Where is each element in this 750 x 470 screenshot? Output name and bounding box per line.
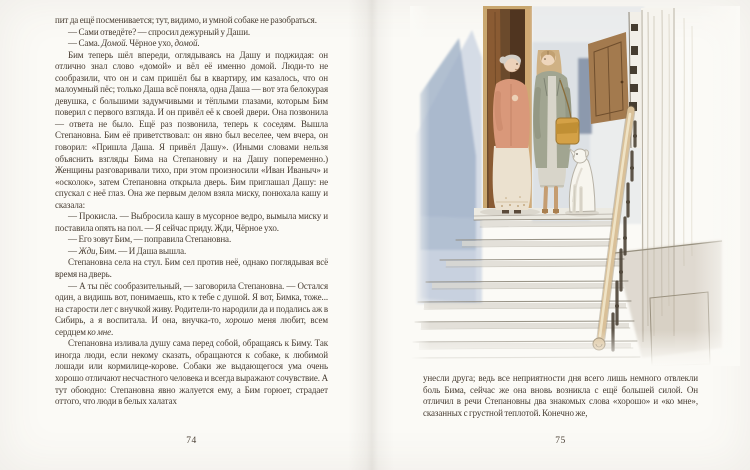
paragraph: Степановна изливала душу сама перед собой, обращаясь к Биму. Так иногда люди, если некому сказать, обращаются к собаке, к любимой лошади или кормилице-корове. Собаки же выдающегося ума очень хорошо отличают несчастного человека и всегда выражают сочувствие. А тут обоюдно: Степановна явно жалуется ему, а Бим горюет, страдает оттого, что люди в белых халатах <box>55 338 328 407</box>
paragraph: Степановна села на стул. Бим сел против неё, однако поглядывая всё время на дверь. <box>55 257 328 280</box>
page-gutter-shadow <box>348 0 394 470</box>
paragraph: Бим теперь шёл впереди, оглядываясь на Дашу и поджидая: он отлично знал слово «домой» и вёл её именно домой. Люди-то не сообразили, что он и сам пришёл бы в квартиру, им казалось, что он малоумный пёс; только Даша всё поняла, одна Даша — вот эта белокурая девушка, с большими задумчивыми и тёплыми глазами, которым Бим поверил с первого взгляда. И он привёл её к своей двери. Она позвонила — ответа не было. Ещё раз позвонила, теперь к соседям. Вышла Степановна. Бим её приветствовал: он явно был веселее, чем вчера, он говорил: «Пришла Даша. Я привёл Дашу». (Иными словами нельзя объяснить взгляды Бима на Степановну и на Дашу попеременно.) Женщины разговаривали тихо, при этом произносили «Иван Иваныч» и «осколок», затем Степановна открыла дверь. Бим приглашал Дашу: не спускал с неё глаз. Она же первым делом взяла миску, понюхала кашу и сказала: <box>55 49 328 210</box>
right-page-text <box>423 373 698 419</box>
right-page-number: 75 <box>555 436 566 446</box>
left-page-number: 74 <box>186 436 197 446</box>
fade-bottom <box>410 330 740 366</box>
fade-right <box>694 6 740 366</box>
paragraph: — Его зовут Бим, — поправила Степановна. <box>68 234 232 245</box>
fade-left <box>410 6 430 366</box>
illustration <box>410 6 740 366</box>
paragraph: унесли друга; ведь все неприятности дня всего лишь немного отвлекли боль Бима, сейчас же она вновь возникла с ещё большей силой. Он отличил в речи Степановны два знакомых слова «хорошо» и «ко мне», сказанных с грустной теплотой. Конечно же, <box>423 373 698 418</box>
paragraph: — Жди, Бим. — И Даша вышла. <box>68 245 187 256</box>
paragraph: — Сама. Домой. Чёрное ухо, домой. <box>68 38 200 49</box>
paragraph: — А ты пёс сообразительный, — заговорила Степановна. — Остался один, а видишь вот, понимаешь, кто к тебе с душой. Я вот, Бимка, тоже... на старости лет с внучкой живу. Родители-то народили да и подались аж в Сибирь, а я воспитала. И она, внучка-то, хорошо меня любит, всем сердцем ко мне. <box>55 280 328 337</box>
left-page-text <box>55 15 328 408</box>
paragraph: — Прокисла. — Выбросила кашу в мусорное ведро, вымыла миску и поставила опять на пол. — Я сейчас приду. Жди, Чёрное ухо. <box>55 211 328 233</box>
paragraph: пит да ещё посменивается; тут, видимо, и умной собаке не разобраться. <box>55 15 317 25</box>
paragraph: — Сами отведёте? — спросил дежурный у Даши. <box>68 26 251 37</box>
illustration-svg <box>410 6 740 366</box>
background-door <box>588 32 629 124</box>
